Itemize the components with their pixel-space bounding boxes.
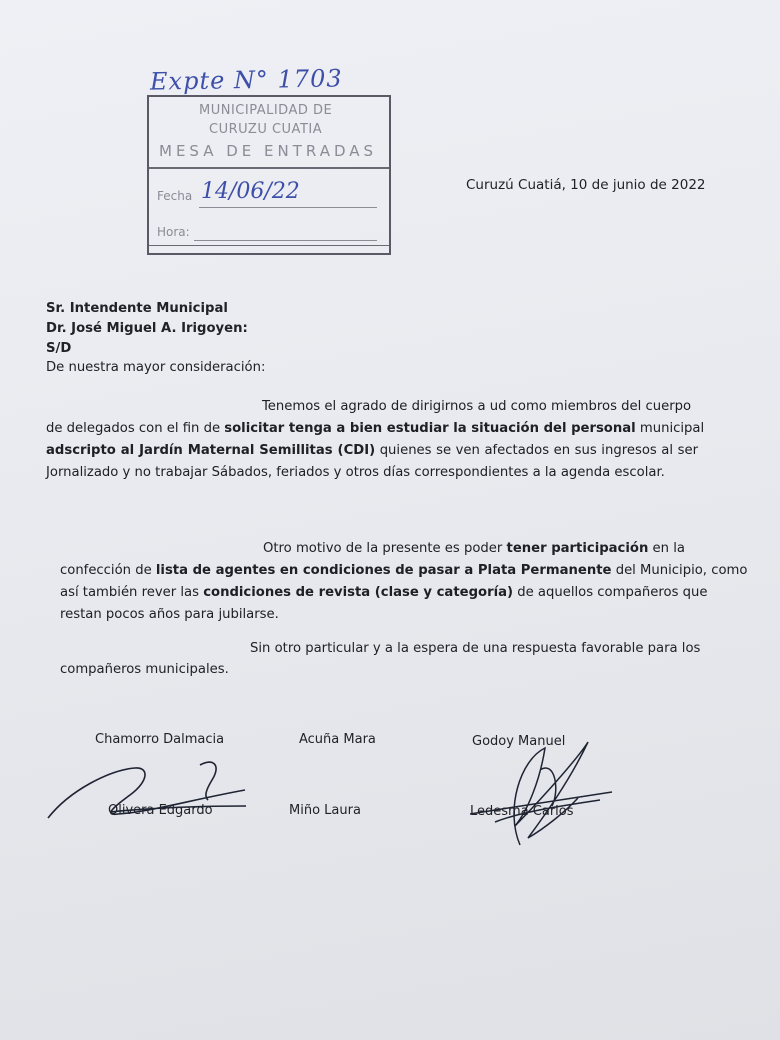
- signatory-name: Godoy Manuel: [472, 734, 566, 749]
- p2-l1-bold: tener participación: [506, 541, 649, 556]
- p2-l2-bold: lista de agentes en condiciones de pasar a Plata Permanente: [155, 563, 612, 578]
- paragraph-1: [46, 396, 705, 484]
- p2-l2-text: confección de: [60, 563, 156, 578]
- closing-line-1: Sin otro particular y a la espera de una respuesta favorable para los: [250, 641, 701, 656]
- p1-line-4: Jornalizado y no trabajar Sábados, feriados y otros días correspondientes a la agenda escolar.: [46, 465, 665, 480]
- p1-l3-text: quienes se ven afectados en sus ingresos al ser: [375, 443, 698, 458]
- p1-l2-tail: municipal: [635, 421, 705, 436]
- file-number-annotation: Expte N° 1703: [149, 64, 343, 96]
- p1-line-2: [46, 418, 705, 440]
- p2-l1-tail: en la: [648, 541, 685, 556]
- stamp-fecha-line: [199, 207, 377, 208]
- stamp-fecha-label: Fecha: [157, 189, 193, 203]
- signature-scribble-2: [470, 742, 612, 845]
- p1-l2-text: de delegados con el fin de: [46, 421, 225, 436]
- p1-l2-bold: solicitar tenga a bien estudiar la situación del personal: [224, 421, 636, 436]
- recipient-sd: S/D: [46, 341, 72, 356]
- stamp-fecha-value: 14/06/22: [201, 179, 300, 204]
- stamp-line-2: CURUZU CUATIA: [209, 122, 323, 137]
- p1-l3-bold: adscripto al Jardín Maternal Semillitas (CDI): [46, 443, 376, 458]
- p2-l1-text: Otro motivo de la presente es poder: [263, 541, 507, 556]
- place-date: Curuzú Cuatiá, 10 de junio de 2022: [466, 177, 706, 193]
- signatory-name: Acuña Mara: [299, 732, 376, 747]
- salutation: De nuestra mayor consideración:: [46, 360, 266, 375]
- p1-line-1: Tenemos el agrado de dirigirnos a ud como miembros del cuerpo: [262, 399, 692, 414]
- stamp-hora-line: [194, 240, 377, 241]
- stamp-bottom-divider: [149, 245, 389, 246]
- closing-line-2: compañeros municipales.: [60, 662, 229, 677]
- signatory-name: Chamorro Dalmacia: [95, 732, 225, 747]
- stamp-line-1: MUNICIPALIDAD DE: [199, 103, 333, 118]
- reception-stamp: [147, 95, 391, 255]
- stamp-hora-label: Hora:: [157, 225, 190, 239]
- signatory-name: Miño Laura: [289, 803, 361, 818]
- signatory-name: Olivera Edgardo: [108, 803, 213, 818]
- stamp-divider: [149, 167, 389, 169]
- p2-l3-tail: de aquellos compañeros que: [513, 585, 708, 600]
- paragraph-2: [60, 538, 748, 626]
- p2-line-3: [60, 582, 708, 604]
- signatory-name: Ledesma Carlos: [470, 804, 574, 819]
- recipient-name: Dr. José Miguel A. Irigoyen:: [46, 321, 248, 336]
- p2-l3-bold: condiciones de revista (clase y categoría): [203, 585, 514, 600]
- p2-line-2: [60, 560, 748, 582]
- p2-line-4: restan pocos años para jubilarse.: [60, 607, 279, 622]
- recipient-title: Sr. Intendente Municipal: [46, 301, 228, 316]
- p1-line-3: [46, 440, 698, 462]
- p2-line-1: [60, 538, 692, 560]
- stamp-line-3: MESA DE ENTRADAS: [159, 142, 378, 160]
- p2-l2-tail: del Municipio, como: [611, 563, 748, 578]
- p2-l3-text: así también rever las: [60, 585, 204, 600]
